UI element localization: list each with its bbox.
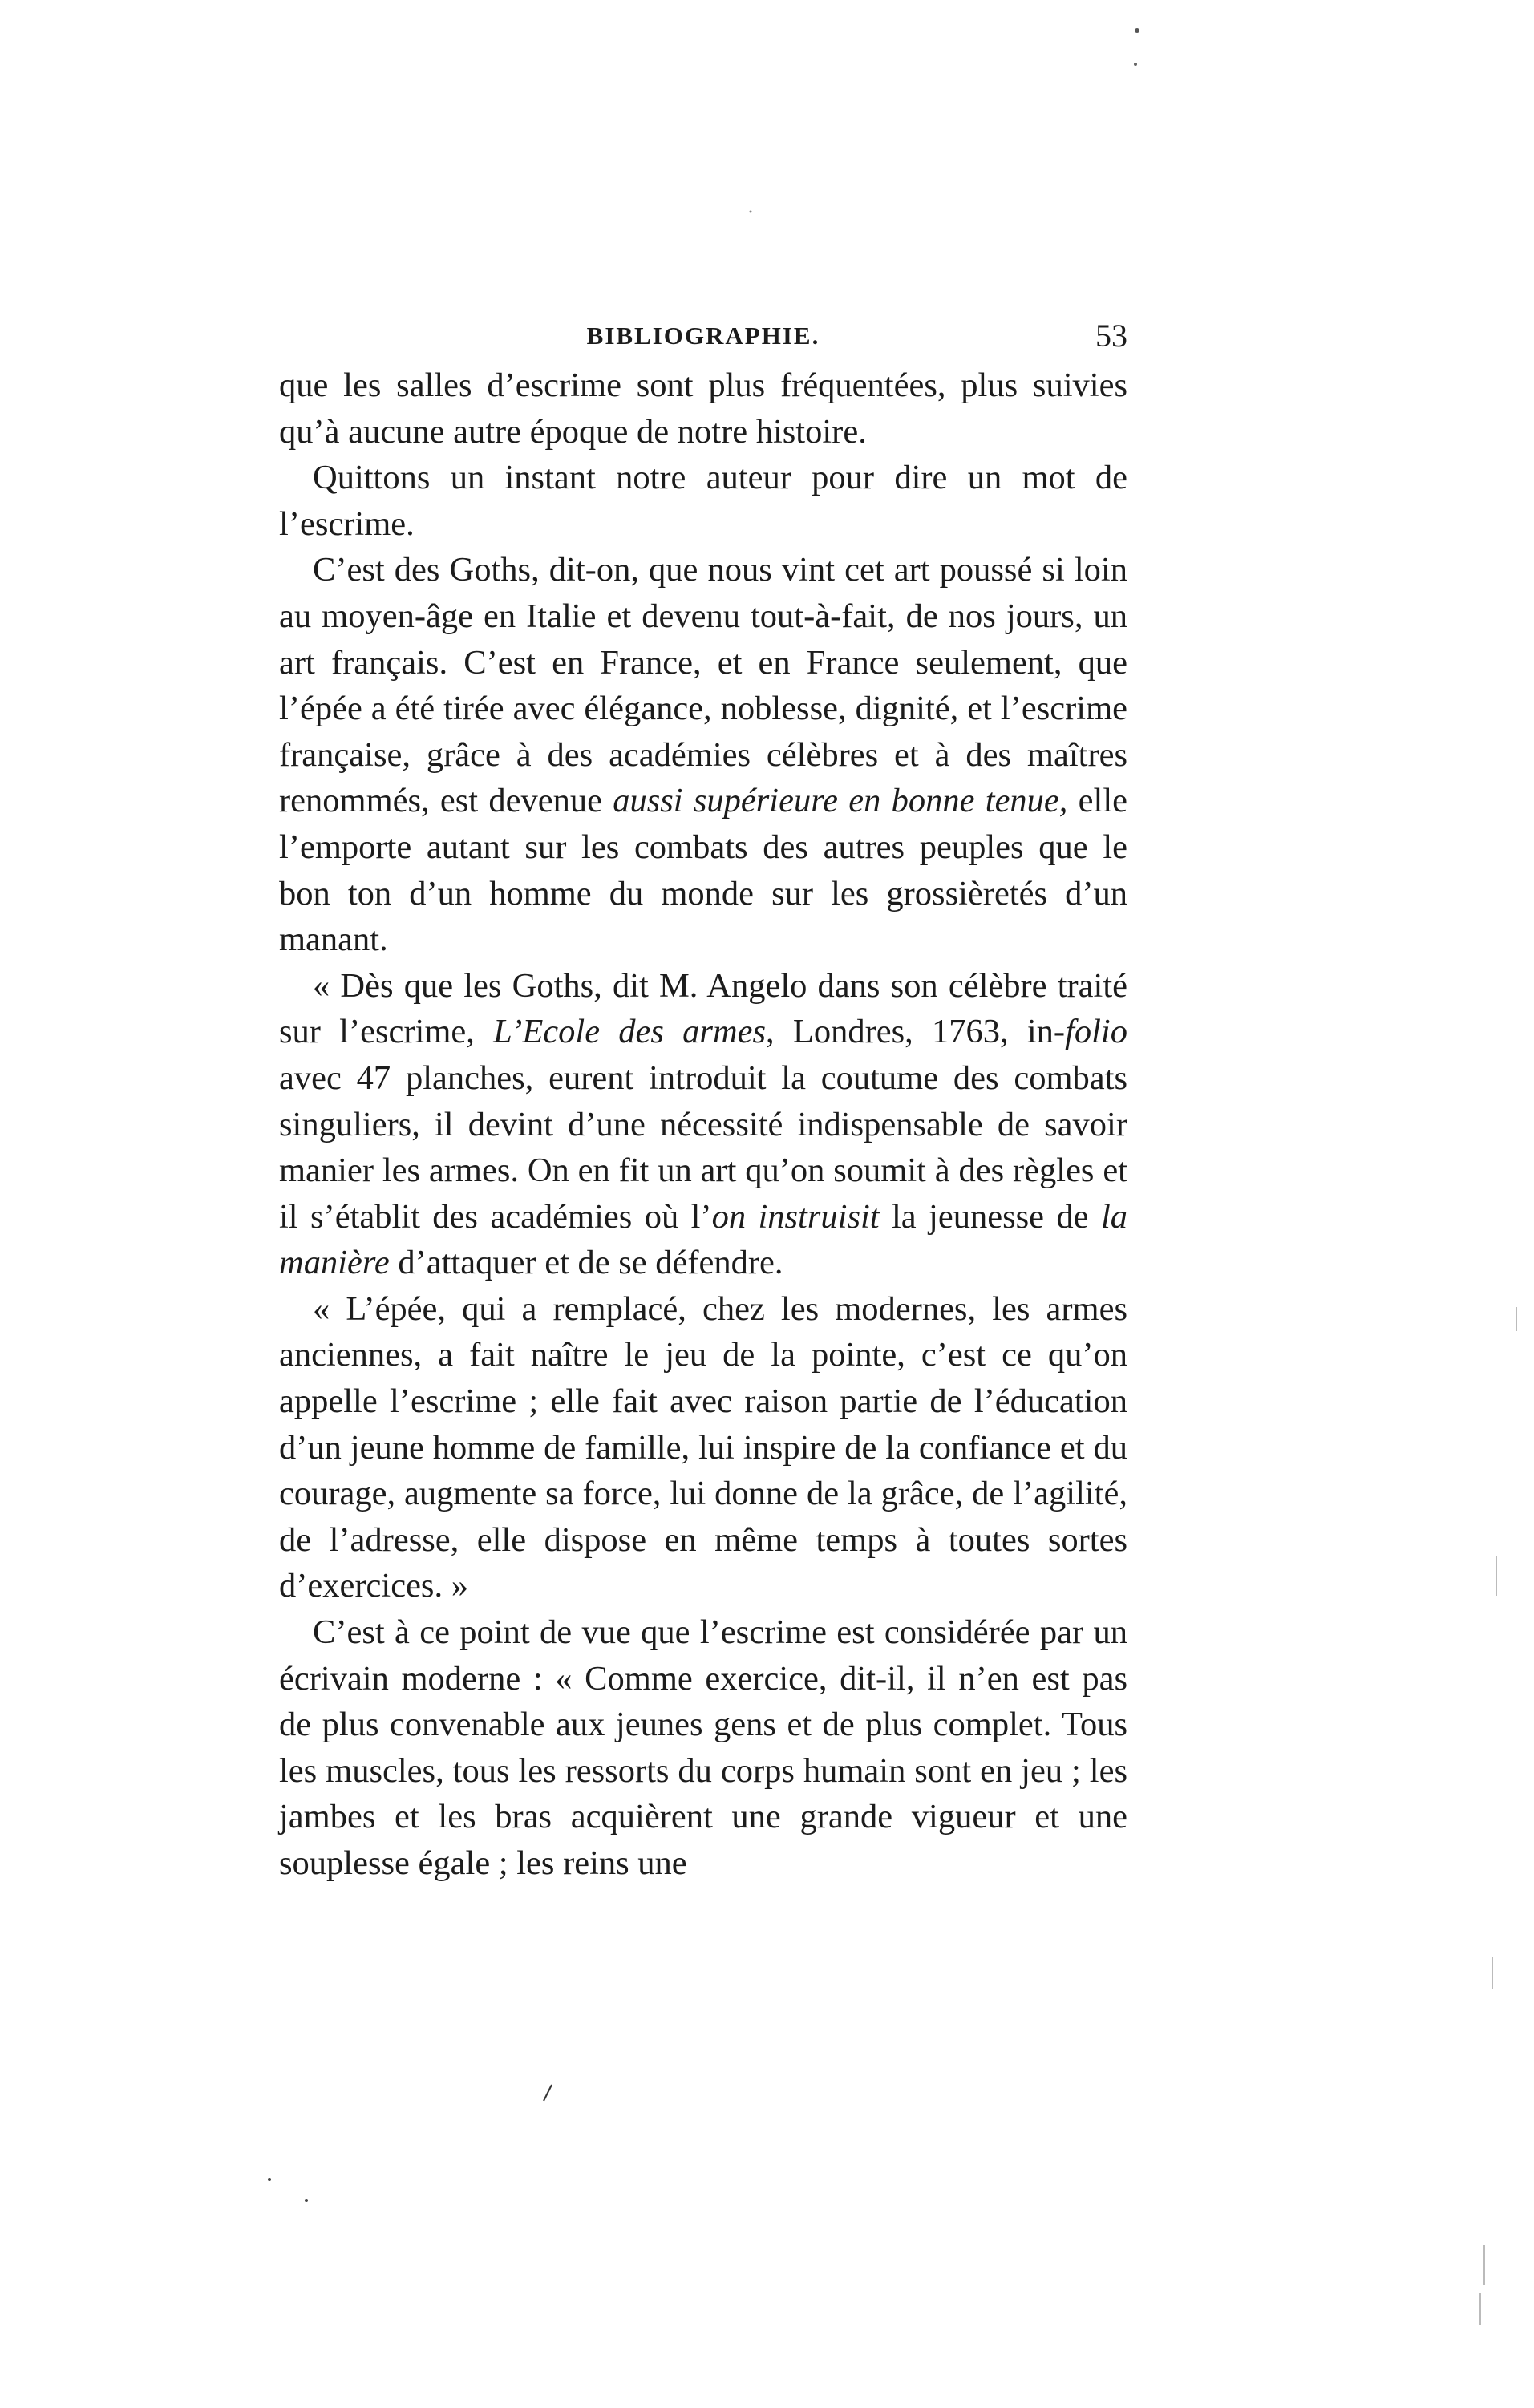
- paragraph: C’est à ce point de vue que l’escrime est considérée par un écrivain moderne : « Comme exercice, dit-il, il n’en est pas de plus convenable aux jeunes gens et de plus complet. Tous les muscles, tous les ressorts du corps humain sont en jeu ; les jambes et les bras acquièrent une grande vigueur et une souplesse égale ; les reins une: [279, 1613, 1127, 1882]
- speck: [1134, 63, 1137, 66]
- running-head: [279, 317, 1127, 357]
- body-text: [279, 362, 1127, 1887]
- book-title: L’Ecole des armes: [493, 1013, 767, 1051]
- paragraph-text: avec 47 planches, eurent introduit la coutume des combats singuliers, il devint d’une nécessité indispensable de savoir manier les armes. On en fit un art qu’on soumit à des règles et il s’établit des académies où l’: [279, 1058, 1127, 1236]
- italic-phrase: aussi supérieure en bonne tenue,: [613, 782, 1068, 820]
- italic-word: folio: [1065, 1013, 1127, 1051]
- italic-phrase: la manière: [279, 1197, 1127, 1282]
- speck: [268, 2178, 271, 2181]
- paragraph-text: elle l’emporte autant sur les combats des autres peuples que le bon ton d’un homme du monde sur les grossièretés d’un manant.: [279, 782, 1128, 959]
- paragraph-text: , Londres, 1763, in-: [766, 1013, 1066, 1051]
- speck: [544, 2085, 552, 2101]
- paragraph-text: « Dès que les Goths, dit M. Angelo dans son célèbre traité sur l’escrime,: [279, 966, 1127, 1051]
- paragraph-text: d’attaquer et de se défendre.: [389, 1244, 783, 1282]
- quotation-paragraph: « L’épée, qui a remplacé, chez les modernes, les armes anciennes, a fait naître le jeu de la pointe, c’est ce qu’on appelle l’escrime ; elle fait avec raison partie de l’éducation d’un jeune homme de famille, lui inspire de la confiance et du courage, augmente sa force, lui donne de la grâce, de l’agilité, de l’adresse, elle dispose en même temps à toutes sortes d’exercices. »: [279, 1289, 1127, 1605]
- paragraph: Quittons un instant notre auteur pour dire un mot de l’escrime.: [279, 459, 1127, 543]
- running-title: BIBLIOGRAPHIE.: [586, 322, 820, 350]
- speck: [1135, 28, 1139, 33]
- italic-phrase: on instruisit: [711, 1197, 880, 1236]
- page-number: 53: [1095, 318, 1127, 354]
- paragraph: [279, 547, 1127, 962]
- speck: [305, 2199, 308, 2202]
- paragraph-text: la jeunesse de: [879, 1197, 1101, 1236]
- paragraph-continuation: que les salles d’escrime sont plus fréquentées, plus suivies qu’à aucune autre époque de notre histoire.: [279, 366, 1127, 451]
- quotation-paragraph: [279, 963, 1127, 1286]
- speck: [750, 211, 752, 213]
- paragraph-text: C’est des Goths, dit-on, que nous vint cet art poussé si loin au moyen-âge en Italie et devenu tout-à-fait, de nos jours, un art français. C’est en France, et en France seulement, que l’épée a été tirée avec élégance, noblesse, dignité, et l’escrime française, grâce à des académies célèbres et à des maîtres renommés, est devenue: [279, 551, 1127, 820]
